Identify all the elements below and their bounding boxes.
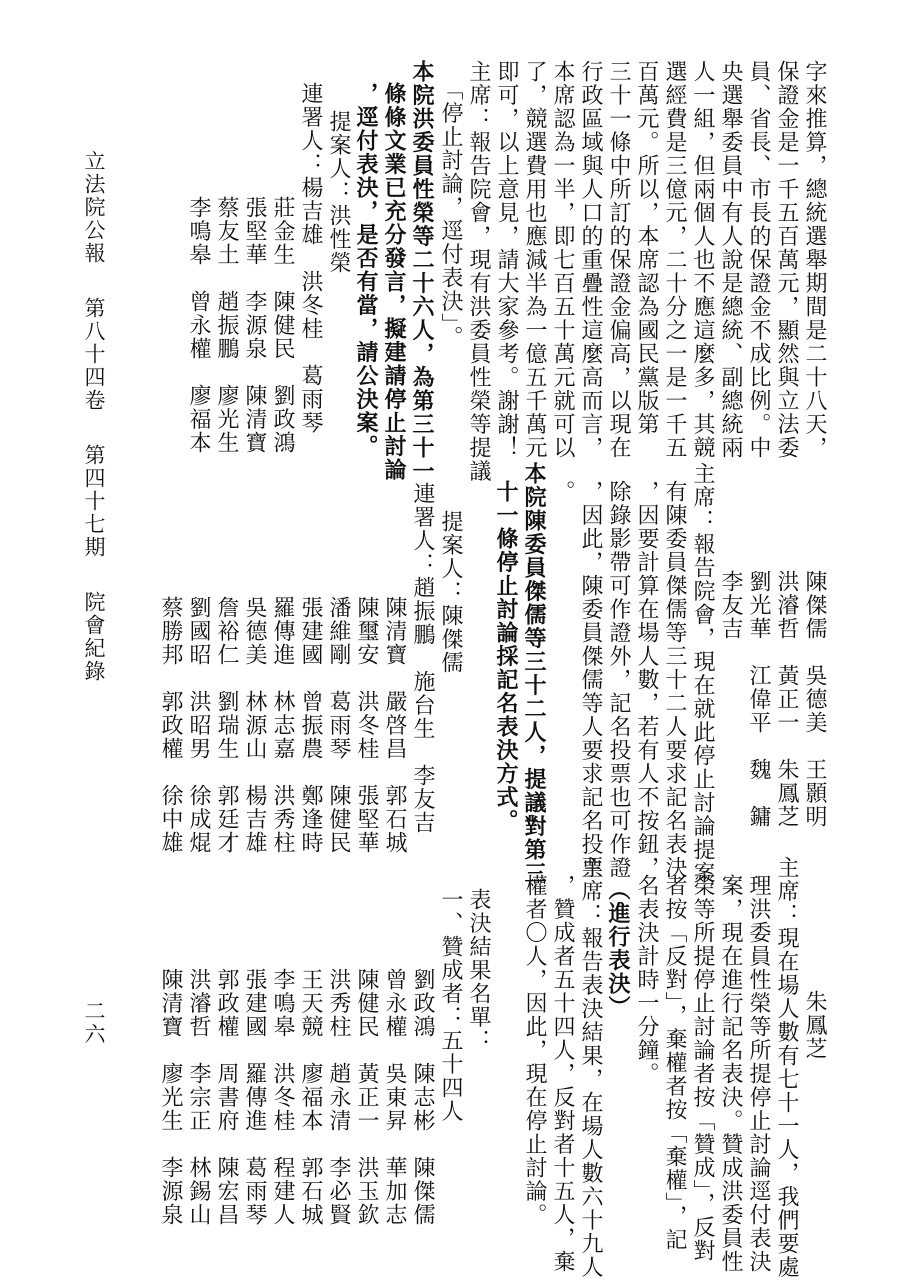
cosigner-line: 蔡勝邦 郭政權 徐中雄 bbox=[158, 596, 183, 855]
text-column: 有陳委員傑儒等三十二人要求記名表決 bbox=[662, 480, 687, 880]
cosigner-line: 蔡友土 趙振鵬 廖光生 bbox=[214, 196, 239, 455]
text-column: 人一組，但兩個人也不應這麼多，其競 bbox=[690, 60, 715, 460]
vote-result-heading: 表決結果名單： bbox=[466, 888, 491, 1053]
text-column: ，贊成者五十四人，反對者十五人，棄 bbox=[550, 874, 575, 1274]
text-column: 者按「反對」，棄權者按「棄權」，記 bbox=[662, 874, 687, 1252]
name-column: 李友吉 bbox=[718, 570, 743, 641]
text-column: 員、省長、市長的保證金不成比例。中 bbox=[746, 60, 771, 460]
voter-line: 李鳴皋 洪冬桂 程建人 bbox=[270, 968, 295, 1227]
chair-statement: 主席：報告院會，現有洪委員性榮等提議 bbox=[466, 60, 491, 483]
motion-title: 十一條停止討論採記名表決方式。 bbox=[493, 480, 519, 833]
text-column: 權者〇人，因此，現在停止討論。 bbox=[522, 874, 547, 1227]
voter-line: 洪濬哲 李宗正 林錫山 bbox=[186, 968, 211, 1227]
procedure-note: （進行表決） bbox=[605, 878, 631, 1019]
text-column: 選經費是三億元，二十分之一是一千五 bbox=[662, 60, 687, 460]
yes-votes-heading: 一、贊成者：五十四人 bbox=[438, 888, 463, 1123]
issue-number: 第四十七期 bbox=[82, 444, 106, 559]
motion-title: 條條文業已充分發言，擬建請停止討論 bbox=[381, 82, 407, 482]
motion-title: 本院陳委員傑儒等三十二人，提議對第三 bbox=[521, 462, 547, 885]
text-column: 保證金是一千五百萬元，顯然與立法委 bbox=[774, 60, 799, 460]
name-column: 劉光華 江偉平 魏 鏞 bbox=[746, 570, 771, 829]
cosigner-line: 連署人：楊吉雄 洪冬桂 葛雨琴 bbox=[298, 82, 323, 435]
text-column: ，因此，陳委員傑儒等人要求記名投票 bbox=[578, 480, 603, 880]
voter-line: 陳健民 黃正一 洪玉欽 bbox=[354, 968, 379, 1227]
voter-line: 陳清寶 廖光生 李源泉 bbox=[158, 968, 183, 1227]
text-column: ，因要計算在場人數，若有人不按鈕， bbox=[634, 480, 659, 880]
page-footer bbox=[80, 150, 108, 683]
cosigner-line: 羅傳進 林志嘉 洪秀柱 bbox=[270, 596, 295, 855]
text-column: 了，競選費用也應減半為一億五千萬元 bbox=[522, 60, 547, 460]
proposer-line: 提案人：陳傑儒 bbox=[438, 510, 463, 675]
text-column: 字來推算，總統選舉期間是二十八天， bbox=[802, 60, 827, 460]
chair-statement: 主席：報告表決結果，在場人數六十九人 bbox=[578, 856, 603, 1279]
text-column: 。 bbox=[550, 480, 575, 504]
chair-statement: 主席：報告院會，現在就此停止討論提案 bbox=[690, 462, 715, 885]
voter-line: 郭政權 周書府 陳宏昌 bbox=[214, 968, 239, 1227]
cosigner-line: 詹裕仁 劉瑞生 郭廷才 bbox=[214, 596, 239, 855]
voter-line: 王天競 廖福本 郭石城 bbox=[298, 968, 323, 1227]
cosigner-line: 吳德美 林源山 楊吉雄 bbox=[242, 596, 267, 855]
text-column: 央選舉委員中有人說是總統、副總統兩 bbox=[718, 60, 743, 460]
publication-name: 立法院公報 bbox=[82, 150, 106, 265]
text-column: 案，現在進行記名表決。贊成洪委員性 bbox=[718, 874, 743, 1274]
name-column: 洪濬哲 黃正一 朱鳳芝 bbox=[774, 570, 799, 829]
cosigner-line: 張建國 曾振農 鄭逢時 bbox=[298, 596, 323, 855]
text-column: 「停止討論，逕付表決」。 bbox=[438, 78, 463, 349]
cosigner-line: 張堅華 李源泉 陳清寶 bbox=[242, 196, 267, 455]
voter-line: 曾永權 吳東昇 華加志 bbox=[382, 968, 407, 1227]
text-column: 除錄影帶可作證外，記名投票也可作證 bbox=[606, 480, 631, 880]
cosigner-line: 連署人：趙振鵬 施台生 李友吉 bbox=[410, 482, 435, 835]
motion-title: ，逕付表決，是否有當，請公決案。 bbox=[353, 82, 379, 458]
text-column: 行政區域與人口的重疊性這麼高而言， bbox=[578, 60, 603, 460]
cosigner-line: 潘維剛 葛雨琴 陳健民 bbox=[326, 596, 351, 855]
text-column: 三十一條中所訂的保證金偏高，以現在 bbox=[606, 60, 631, 460]
page-number: 二六 bbox=[82, 1000, 106, 1046]
name-column: 朱鳳芝 bbox=[802, 990, 827, 1061]
text-column: 理洪委員性榮等所提停止討論逕付表決 bbox=[746, 874, 771, 1274]
text-column: 本席認為一半，即七百五十萬元就可以 bbox=[550, 60, 575, 460]
section-name: 院會紀錄 bbox=[82, 591, 106, 683]
cosigner-line: 莊金生 陳健民 劉政鴻 bbox=[270, 196, 295, 455]
chair-statement: 主席：現在場人數有七十一人，我們要處 bbox=[774, 856, 799, 1279]
text-column: 榮等所提停止討論者按「贊成」，反對 bbox=[690, 874, 715, 1263]
name-column: 陳傑儒 吳德美 王顥明 bbox=[802, 570, 827, 829]
text-column: 百萬元。所以，本席認為國民黨版第 bbox=[634, 60, 659, 436]
voter-line: 劉政鴻 陳志彬 陳傑儒 bbox=[410, 968, 435, 1227]
cosigner-line: 劉國昭 洪昭男 徐成焜 bbox=[186, 596, 211, 855]
volume-number: 第八十四卷 bbox=[82, 297, 106, 412]
cosigner-line: 陳璽安 洪冬桂 張堅華 bbox=[354, 596, 379, 855]
proposer-line: 提案人：洪性榮 bbox=[326, 110, 351, 275]
cosigner-line: 李鳴皋 曾永權 廖福本 bbox=[186, 196, 211, 455]
text-column: 即可，以上意見，請大家參考。謝謝！ bbox=[494, 60, 519, 460]
text-column: 名表決計時一分鐘。 bbox=[634, 874, 659, 1086]
voter-line: 張建國 羅傳進 葛雨琴 bbox=[242, 968, 267, 1227]
cosigner-line: 陳清寶 嚴啓昌 郭石城 bbox=[382, 596, 407, 855]
motion-title: 本院洪委員性榮等二十六人，為第三十一 bbox=[409, 60, 435, 483]
voter-line: 洪秀柱 趙永清 李必賢 bbox=[326, 968, 351, 1227]
